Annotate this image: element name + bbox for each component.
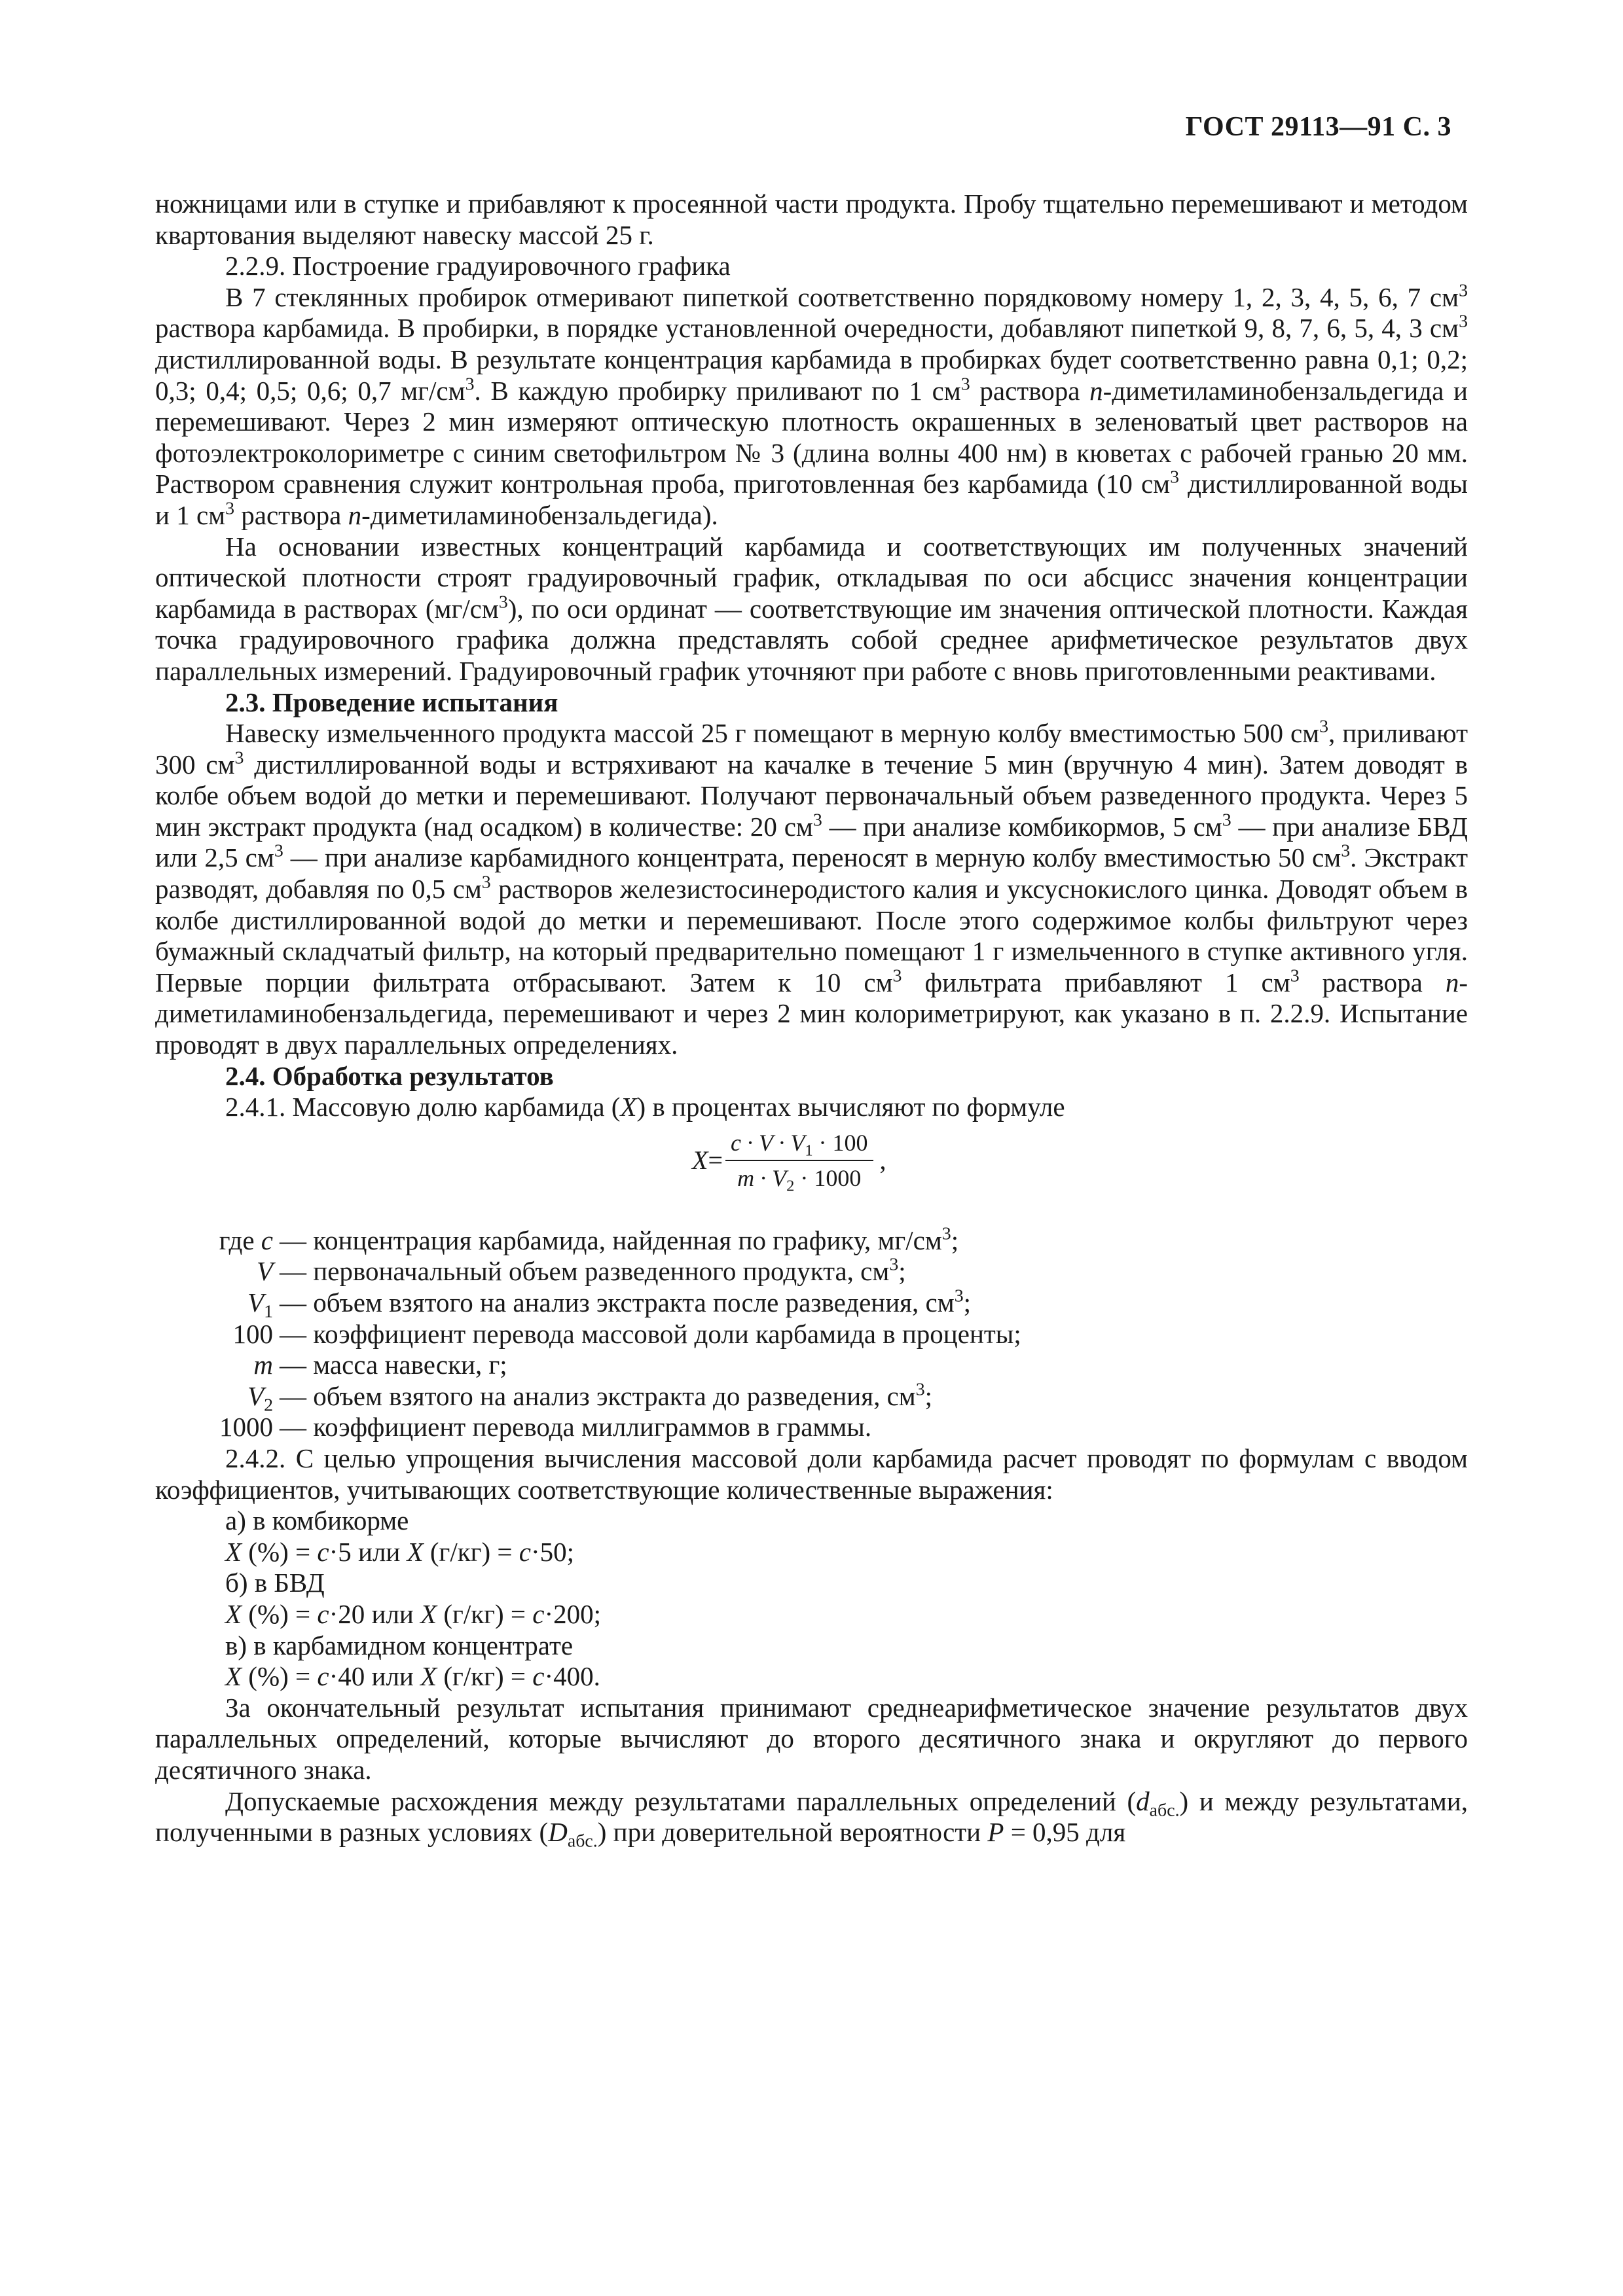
formula-fraction [725,1128,873,1193]
legend-description: — объем взятого на анализ экстракта до разведения, $см^3$; [280,1379,933,1411]
paragraph-test-procedure: Навеску измельченного продукта массой 25 г помещают в мерную колбу вместимостью 500 $см^3$, приливают 300 $см^3$ дистиллированной воды и встряхивают на качалке в течение 5 мин (вручную 4 мин). Затем доводят в колбе объем водой до метки и перемешивают. Получают первоначальный объем разведенного продукта. Через 5 мин экстракт продукта (над осадком) в количестве: 20 $см^3$ — при анализе комбикормов, 5 $см^3$ — при анализе БВД или 2,5 $см^3$ — при анализе карбамидного концентрата, переносят в мерную колбу вместимостью 50 $см^3$. Экстракт разводят, добавляя по 0,5 $см^3$ растворов железистосинеродистого калия и уксуснокислого цинка. Доводят объем в колбе дистиллированной водой до метки и перемешивают. После этого содержимое колбы фильтруют через бумажный складчатый фильтр, на который предварительно помещают 1 г измельченного в ступке активного угля. Первые порции фильтрата отбрасывают. Затем к 10 $см^3$ фильтрата прибавляют 1 $см^3$ раствора n-диметиламинобензальдегида, перемешивают и через 2 мин колориметрируют, как указано в п. 2.2.9. Испытание проводят в двух параллельных определениях. [155,716,1468,1060]
section-2-4-title: 2.4. Обработка результатов [225,1060,554,1091]
list-item-formula: X (%) = c·20 или X (г/кг) = c·200; [225,1598,602,1629]
legend-row [155,1319,1468,1350]
section-2-2-9-title: 2.2.9. Построение градуировочного графика [225,251,731,281]
legend-row [155,1225,1468,1257]
section-2-3-title: 2.3. Проведение испытания [225,687,558,717]
page-header: ГОСТ 29113—91 С. 3 [1185,112,1451,142]
list-item-formula: X (%) = c·5 или X (г/кг) = c·50; [225,1536,575,1567]
coefficient-list [155,1505,1468,1693]
document-body [155,188,1468,1852]
formula-numerator: $c \cdot V \cdot V_1 \cdot 100$ [725,1128,873,1161]
legend-description: — коэффициент перевода массовой доли карбамида в проценты; [280,1318,1021,1349]
paragraph-final-result: За окончательный результат испытания принимают среднеарифметическое значение результатов двух параллельных определений, которые вычисляют до второго десятичного знака и округляют до первого десятичного знака. [155,1692,1468,1785]
legend-symbol: 1000 [219,1412,273,1443]
formula-legend [155,1225,1468,1443]
legend-row [155,1285,1468,1322]
paragraph-calibration-graph: На основании известных концентраций карбамида и соответствующих им полученных значений оптической плотности строят градуировочный график, откладывая по оси абсцисс значения концентрации карбамида в растворах $(мг/см^3)$, по оси ординат — соответствующие им значения оптической плотности. Каждая точка градуировочного графика должна представлять собой среднее арифметическое результатов двух параллельных измерений. Градуировочный график уточняют при работе с вновь приготовленными реактивами. [155,531,1468,686]
list-item-formula: X (%) = c·40 или X (г/кг) = c·400. [225,1661,600,1692]
formula-denominator: $m \cdot V_2 \cdot 1000$ [737,1164,862,1195]
legend-symbol: V [256,1256,273,1287]
legend-description: — первоначальный объем разведенного продукта, $см^3$; [280,1255,906,1287]
legend-symbol: m [253,1350,273,1380]
list-item-label: б) в БВД [225,1568,325,1598]
legend-description: — объем взятого на анализ экстракта после разведения, $см^3$; [280,1285,972,1318]
paragraph-tolerances: Допускаемые расхождения между результатами параллельных определений $(d_{абс.})$ и между результатами, полученными в разных условиях $(D_{абс.})$ при доверительной вероятности P = 0,95 для [155,1785,1468,1852]
paragraph-continuation: ножницами или в ступке и прибавляют к просеянной части продукта. Пробу тщательно перемешивают и методом квартования выделяют навеску массой 25 г. [155,188,1468,250]
legend-symbol: $V_2$ [247,1380,273,1416]
paragraph-formula-intro: 2.4.1. Массовую долю карбамида (X) в процентах вычисляют по формуле [225,1092,1065,1122]
legend-symbol: 100 [232,1318,273,1349]
legend-description: — коэффициент перевода миллиграммов в граммы. [280,1412,872,1443]
list-item-label: а) в комбикорме [225,1505,409,1536]
legend-row [155,1256,1468,1287]
paragraph-simplified-calc: 2.4.2. С целью упрощения вычисления массовой доли карбамида расчет проводят по формулам с вводом коэффициентов, учитывающих соответствующие количественные выражения: [155,1443,1468,1505]
legend-description: — концентрация карбамида, найденная по графику, $мг/см^3$; [280,1223,959,1255]
legend-row [155,1350,1468,1381]
legend-row [155,1412,1468,1443]
legend-row [155,1379,1468,1416]
legend-description: — масса навески, г; [280,1350,507,1380]
list-item-label: в) в карбамидном концентрате [225,1630,574,1660]
legend-symbol: $V_1$ [247,1287,273,1322]
paragraph-calibration-tubes: В 7 стеклянных пробирок отмеривают пипеткой соответственно порядковому номеру 1, 2, 3, 4, 5, 6, 7 $см^3$ раствора карбамида. В пробирки, в порядке установленной очередности, добавляют пипеткой 9, 8, 7, 6, 5, 4, 3 $см^3$ дистиллированной воды. В результате концентрация карбамида в пробирках будет соответственно равна 0,1; 0,2; 0,3; 0,4; 0,5; 0,6; 0,7 $мг/см^3$. В каждую пробирку приливают по 1 $см^3$ раствора n-диметиламинобензальдегида и перемешивают. Через 2 мин измеряют оптическую плотность окрашенных в зеленоватый цвет растворов на фотоэлектроколориметре с синим светофильтром № 3 (длина волны 400 нм) в кюветах с рабочей гранью 20 мм. Раствором сравнения служит контрольная проба, приготовленная без карбамида (10 $см^3$ дистиллированной воды и 1 $см^3$ раствора n-диметиламинобензальдегида). [155,280,1468,530]
legend-symbol: где c [219,1225,273,1255]
mass-fraction-formula: X = $\frac{c \cdot V \cdot V_1 \cdot 100}{m \cdot V_2 \cdot 1000}$ , [692,1129,886,1195]
formula-block [155,1124,1468,1217]
